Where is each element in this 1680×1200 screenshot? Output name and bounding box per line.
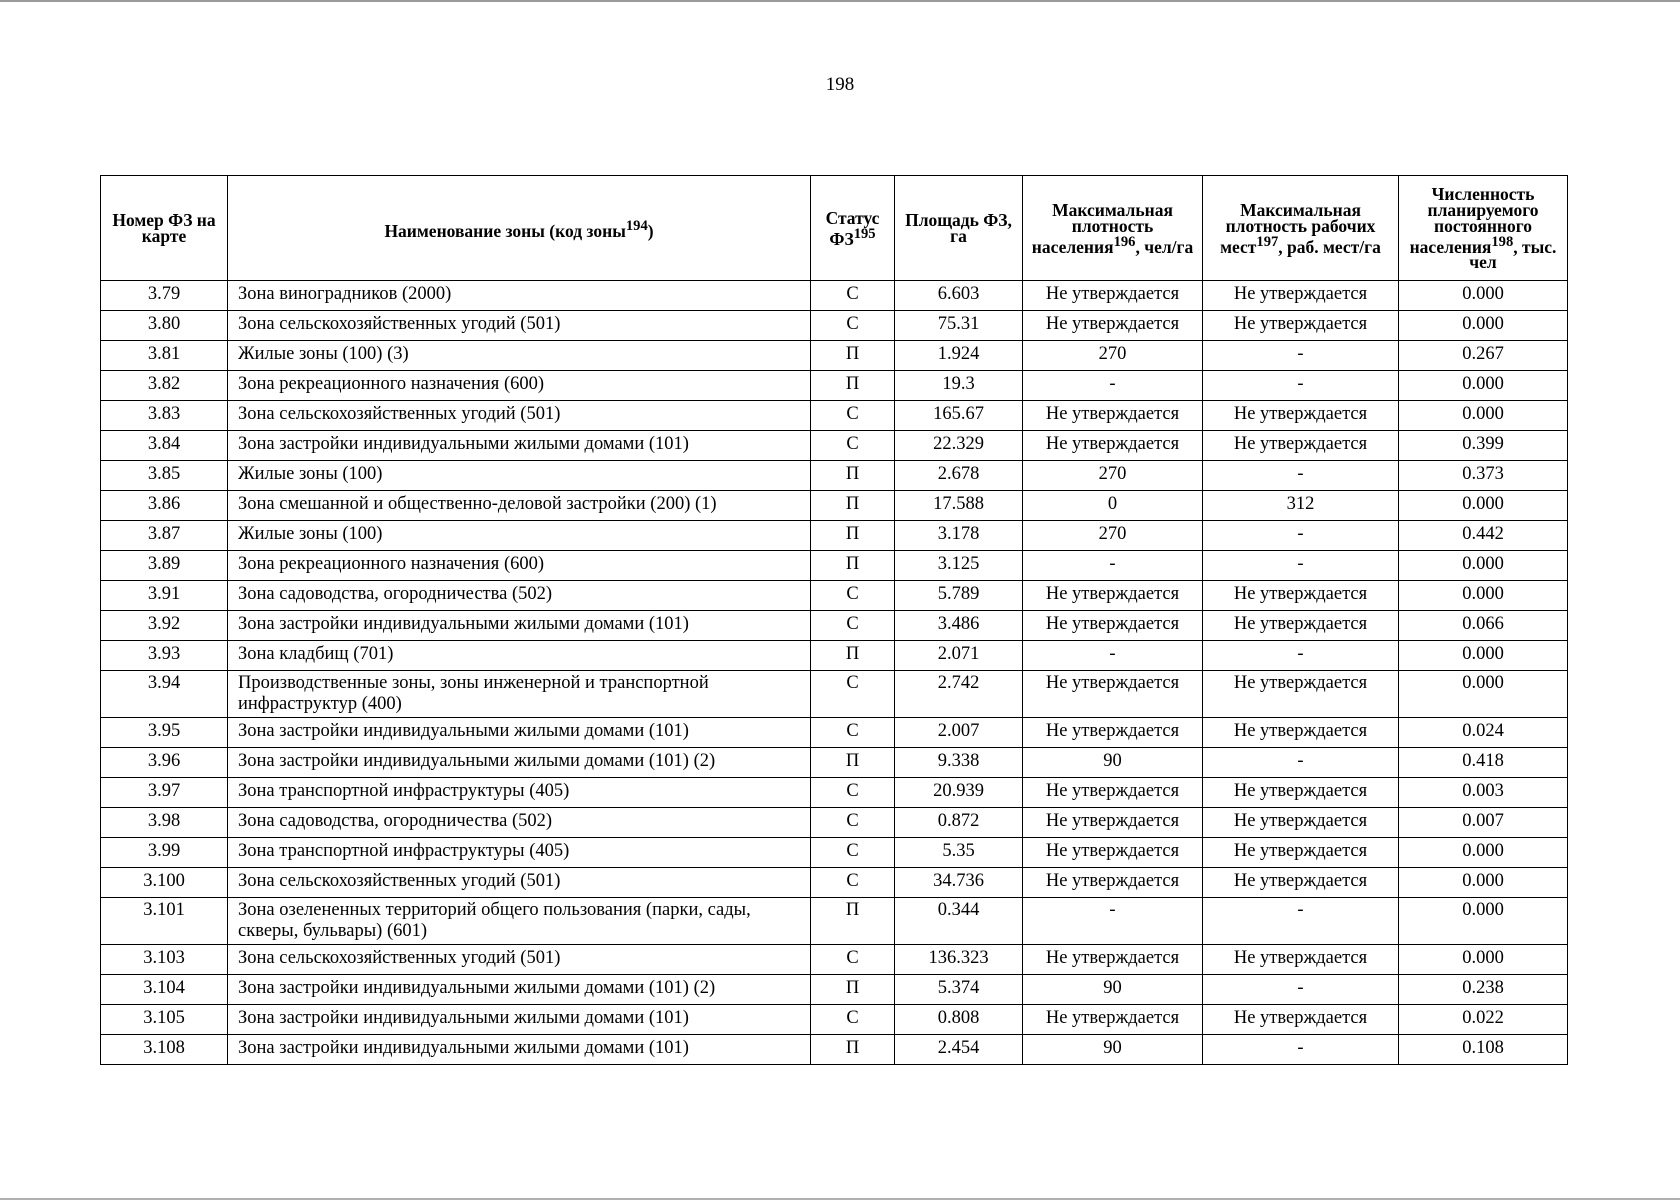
cell-status: С	[811, 611, 895, 641]
cell-job-density: -	[1203, 521, 1399, 551]
cell-pop-density: -	[1023, 551, 1203, 581]
cell-status: П	[811, 341, 895, 371]
cell-zone-name: Зона застройки индивидуальными жилыми домами (101)	[228, 611, 811, 641]
cell-number: 3.99	[101, 838, 228, 868]
cell-population: 0.399	[1399, 431, 1568, 461]
cell-status: П	[811, 371, 895, 401]
cell-number: 3.84	[101, 431, 228, 461]
cell-population: 0.000	[1399, 641, 1568, 671]
cell-population: 0.000	[1399, 311, 1568, 341]
header-status	[811, 176, 895, 281]
cell-number: 3.104	[101, 975, 228, 1005]
cell-pop-density: Не утверждается	[1023, 838, 1203, 868]
cell-zone-name: Зона застройки индивидуальными жилыми домами (101)	[228, 718, 811, 748]
table-row	[101, 311, 1568, 341]
cell-zone-name: Зона сельскохозяйственных угодий (501)	[228, 868, 811, 898]
cell-population: 0.000	[1399, 898, 1568, 945]
cell-pop-density: 270	[1023, 521, 1203, 551]
cell-population: 0.000	[1399, 281, 1568, 311]
header-area: Площадь ФЗ, га	[895, 176, 1023, 281]
cell-population: 0.000	[1399, 945, 1568, 975]
cell-zone-name: Жилые зоны (100) (3)	[228, 341, 811, 371]
table-row	[101, 945, 1568, 975]
table-row	[101, 778, 1568, 808]
table-row	[101, 551, 1568, 581]
cell-job-density: -	[1203, 641, 1399, 671]
cell-number: 3.97	[101, 778, 228, 808]
cell-job-density: -	[1203, 975, 1399, 1005]
table-row	[101, 371, 1568, 401]
cell-pop-density: Не утверждается	[1023, 778, 1203, 808]
cell-status: П	[811, 641, 895, 671]
cell-area: 5.374	[895, 975, 1023, 1005]
cell-status: С	[811, 311, 895, 341]
cell-pop-density: 270	[1023, 461, 1203, 491]
cell-area: 2.071	[895, 641, 1023, 671]
cell-population: 0.024	[1399, 718, 1568, 748]
cell-job-density: -	[1203, 748, 1399, 778]
footnote-197: 197	[1256, 233, 1279, 250]
cell-population: 0.373	[1399, 461, 1568, 491]
cell-job-density: -	[1203, 461, 1399, 491]
cell-number: 3.79	[101, 281, 228, 311]
cell-area: 6.603	[895, 281, 1023, 311]
cell-area: 165.67	[895, 401, 1023, 431]
table-row	[101, 611, 1568, 641]
cell-zone-name: Зона садоводства, огородничества (502)	[228, 581, 811, 611]
cell-job-density: Не утверждается	[1203, 611, 1399, 641]
cell-area: 0.808	[895, 1005, 1023, 1035]
scan-edge-top	[0, 0, 1680, 2]
cell-status: С	[811, 808, 895, 838]
cell-job-density: Не утверждается	[1203, 581, 1399, 611]
table-row	[101, 431, 1568, 461]
cell-zone-name: Зона кладбищ (701)	[228, 641, 811, 671]
table-row	[101, 521, 1568, 551]
cell-population: 0.000	[1399, 551, 1568, 581]
cell-population: 0.238	[1399, 975, 1568, 1005]
cell-number: 3.98	[101, 808, 228, 838]
cell-job-density: Не утверждается	[1203, 945, 1399, 975]
cell-number: 3.83	[101, 401, 228, 431]
cell-area: 1.924	[895, 341, 1023, 371]
cell-status: С	[811, 671, 895, 718]
table-row	[101, 808, 1568, 838]
table-row	[101, 868, 1568, 898]
cell-pop-density: Не утверждается	[1023, 311, 1203, 341]
header-pop-density-unit: , чел/га	[1135, 236, 1194, 257]
cell-zone-name: Зона садоводства, огородничества (502)	[228, 808, 811, 838]
header-population-unit: , тыс. чел	[1469, 236, 1557, 273]
cell-number: 3.81	[101, 341, 228, 371]
cell-pop-density: Не утверждается	[1023, 611, 1203, 641]
cell-population: 0.003	[1399, 778, 1568, 808]
cell-number: 3.91	[101, 581, 228, 611]
cell-zone-name: Зона застройки индивидуальными жилыми домами (101)	[228, 431, 811, 461]
table-row	[101, 461, 1568, 491]
header-job-density-text: Максимальная плотность рабочих мест	[1220, 199, 1376, 257]
cell-status: С	[811, 718, 895, 748]
header-name	[228, 176, 811, 281]
cell-area: 75.31	[895, 311, 1023, 341]
cell-pop-density: -	[1023, 898, 1203, 945]
header-number: Номер ФЗ на карте	[101, 176, 228, 281]
cell-number: 3.108	[101, 1035, 228, 1065]
header-pop-density-text: Максимальная плотность населения	[1031, 199, 1173, 257]
cell-pop-density: Не утверждается	[1023, 401, 1203, 431]
cell-job-density: Не утверждается	[1203, 311, 1399, 341]
table-row	[101, 401, 1568, 431]
cell-population: 0.267	[1399, 341, 1568, 371]
footnote-195: 195	[853, 225, 876, 242]
cell-number: 3.103	[101, 945, 228, 975]
cell-pop-density: 90	[1023, 1035, 1203, 1065]
cell-status: С	[811, 945, 895, 975]
table-row	[101, 898, 1568, 945]
cell-population: 0.000	[1399, 838, 1568, 868]
cell-status: П	[811, 898, 895, 945]
cell-area: 2.007	[895, 718, 1023, 748]
cell-job-density: Не утверждается	[1203, 401, 1399, 431]
cell-zone-name: Производственные зоны, зоны инженерной и транспортной инфраструктур (400)	[228, 671, 811, 718]
cell-number: 3.96	[101, 748, 228, 778]
cell-status: П	[811, 1035, 895, 1065]
cell-zone-name: Жилые зоны (100)	[228, 521, 811, 551]
cell-area: 3.178	[895, 521, 1023, 551]
cell-area: 2.678	[895, 461, 1023, 491]
cell-status: С	[811, 581, 895, 611]
table-row	[101, 491, 1568, 521]
cell-status: П	[811, 551, 895, 581]
cell-pop-density: Не утверждается	[1023, 581, 1203, 611]
cell-area: 5.789	[895, 581, 1023, 611]
cell-area: 9.338	[895, 748, 1023, 778]
cell-area: 20.939	[895, 778, 1023, 808]
cell-population: 0.000	[1399, 491, 1568, 521]
table-row	[101, 281, 1568, 311]
header-job-density-unit: , раб. мест/га	[1278, 236, 1381, 257]
header-status-text: Статус ФЗ	[825, 207, 880, 249]
cell-zone-name: Зона застройки индивидуальными жилыми домами (101) (2)	[228, 975, 811, 1005]
header-name-text: Наименование зоны (код зоны	[384, 220, 626, 241]
cell-area: 22.329	[895, 431, 1023, 461]
cell-area: 136.323	[895, 945, 1023, 975]
table-row	[101, 748, 1568, 778]
cell-status: С	[811, 838, 895, 868]
cell-population: 0.000	[1399, 671, 1568, 718]
cell-pop-density: 90	[1023, 748, 1203, 778]
cell-number: 3.92	[101, 611, 228, 641]
cell-zone-name: Жилые зоны (100)	[228, 461, 811, 491]
cell-job-density: Не утверждается	[1203, 778, 1399, 808]
cell-number: 3.93	[101, 641, 228, 671]
zones-table	[100, 175, 1568, 1065]
cell-pop-density: 0	[1023, 491, 1203, 521]
cell-status: С	[811, 281, 895, 311]
page-number: 198	[825, 74, 855, 95]
table-row	[101, 581, 1568, 611]
cell-number: 3.95	[101, 718, 228, 748]
cell-job-density: Не утверждается	[1203, 671, 1399, 718]
cell-job-density: -	[1203, 1035, 1399, 1065]
cell-zone-name: Зона сельскохозяйственных угодий (501)	[228, 311, 811, 341]
cell-number: 3.87	[101, 521, 228, 551]
cell-area: 3.125	[895, 551, 1023, 581]
cell-population: 0.108	[1399, 1035, 1568, 1065]
cell-population: 0.000	[1399, 868, 1568, 898]
cell-zone-name: Зона транспортной инфраструктуры (405)	[228, 778, 811, 808]
cell-status: П	[811, 461, 895, 491]
table-row	[101, 718, 1568, 748]
cell-area: 0.344	[895, 898, 1023, 945]
cell-job-density: -	[1203, 371, 1399, 401]
table-body	[101, 281, 1568, 1065]
footnote-194: 194	[625, 217, 648, 234]
footnote-196: 196	[1113, 233, 1136, 250]
cell-zone-name: Зона застройки индивидуальными жилыми домами (101)	[228, 1035, 811, 1065]
cell-zone-name: Зона рекреационного назначения (600)	[228, 371, 811, 401]
header-name-close: )	[647, 220, 654, 241]
cell-area: 3.486	[895, 611, 1023, 641]
cell-pop-density: 270	[1023, 341, 1203, 371]
cell-zone-name: Зона застройки индивидуальными жилыми домами (101)	[228, 1005, 811, 1035]
header-population-text: Численность планируемого постоянного населения	[1409, 183, 1539, 257]
cell-pop-density: Не утверждается	[1023, 431, 1203, 461]
cell-status: П	[811, 521, 895, 551]
cell-zone-name: Зона рекреационного назначения (600)	[228, 551, 811, 581]
cell-population: 0.000	[1399, 401, 1568, 431]
cell-job-density: Не утверждается	[1203, 281, 1399, 311]
cell-number: 3.101	[101, 898, 228, 945]
cell-status: П	[811, 491, 895, 521]
table-row	[101, 1035, 1568, 1065]
cell-pop-density: -	[1023, 641, 1203, 671]
cell-pop-density: Не утверждается	[1023, 808, 1203, 838]
table-row	[101, 1005, 1568, 1035]
table-row	[101, 341, 1568, 371]
cell-zone-name: Зона застройки индивидуальными жилыми домами (101) (2)	[228, 748, 811, 778]
cell-population: 0.066	[1399, 611, 1568, 641]
cell-area: 34.736	[895, 868, 1023, 898]
table-row	[101, 838, 1568, 868]
table-row	[101, 975, 1568, 1005]
cell-area: 0.872	[895, 808, 1023, 838]
cell-number: 3.86	[101, 491, 228, 521]
cell-job-density: -	[1203, 898, 1399, 945]
cell-area: 2.454	[895, 1035, 1023, 1065]
cell-pop-density: Не утверждается	[1023, 671, 1203, 718]
cell-zone-name: Зона сельскохозяйственных угодий (501)	[228, 401, 811, 431]
cell-zone-name: Зона транспортной инфраструктуры (405)	[228, 838, 811, 868]
cell-status: П	[811, 748, 895, 778]
cell-pop-density: 90	[1023, 975, 1203, 1005]
cell-number: 3.85	[101, 461, 228, 491]
table-row	[101, 671, 1568, 718]
cell-pop-density: -	[1023, 371, 1203, 401]
cell-area: 19.3	[895, 371, 1023, 401]
footnote-198: 198	[1491, 233, 1514, 250]
cell-area: 5.35	[895, 838, 1023, 868]
cell-pop-density: Не утверждается	[1023, 281, 1203, 311]
table-header-row	[101, 176, 1568, 281]
cell-job-density: Не утверждается	[1203, 431, 1399, 461]
cell-job-density: Не утверждается	[1203, 808, 1399, 838]
cell-zone-name: Зона смешанной и общественно-деловой застройки (200) (1)	[228, 491, 811, 521]
header-population	[1399, 176, 1568, 281]
cell-number: 3.105	[101, 1005, 228, 1035]
cell-status: С	[811, 778, 895, 808]
cell-job-density: Не утверждается	[1203, 838, 1399, 868]
cell-number: 3.80	[101, 311, 228, 341]
cell-population: 0.442	[1399, 521, 1568, 551]
cell-number: 3.89	[101, 551, 228, 581]
cell-pop-density: Не утверждается	[1023, 945, 1203, 975]
cell-status: С	[811, 401, 895, 431]
cell-job-density: Не утверждается	[1203, 1005, 1399, 1035]
cell-population: 0.000	[1399, 581, 1568, 611]
cell-population: 0.022	[1399, 1005, 1568, 1035]
cell-number: 3.100	[101, 868, 228, 898]
cell-number: 3.94	[101, 671, 228, 718]
cell-population: 0.007	[1399, 808, 1568, 838]
header-pop-density	[1023, 176, 1203, 281]
cell-job-density: 312	[1203, 491, 1399, 521]
cell-status: С	[811, 1005, 895, 1035]
cell-pop-density: Не утверждается	[1023, 718, 1203, 748]
cell-population: 0.418	[1399, 748, 1568, 778]
cell-population: 0.000	[1399, 371, 1568, 401]
cell-status: С	[811, 431, 895, 461]
cell-job-density: Не утверждается	[1203, 868, 1399, 898]
cell-pop-density: Не утверждается	[1023, 1005, 1203, 1035]
cell-zone-name: Зона озелененных территорий общего пользования (парки, сады, скверы, бульвары) (601)	[228, 898, 811, 945]
cell-zone-name: Зона сельскохозяйственных угодий (501)	[228, 945, 811, 975]
table-row	[101, 641, 1568, 671]
cell-job-density: Не утверждается	[1203, 718, 1399, 748]
cell-status: С	[811, 868, 895, 898]
cell-pop-density: Не утверждается	[1023, 868, 1203, 898]
cell-job-density: -	[1203, 551, 1399, 581]
cell-number: 3.82	[101, 371, 228, 401]
cell-area: 17.588	[895, 491, 1023, 521]
cell-zone-name: Зона виноградников (2000)	[228, 281, 811, 311]
header-job-density	[1203, 176, 1399, 281]
cell-area: 2.742	[895, 671, 1023, 718]
cell-job-density: -	[1203, 341, 1399, 371]
cell-status: П	[811, 975, 895, 1005]
